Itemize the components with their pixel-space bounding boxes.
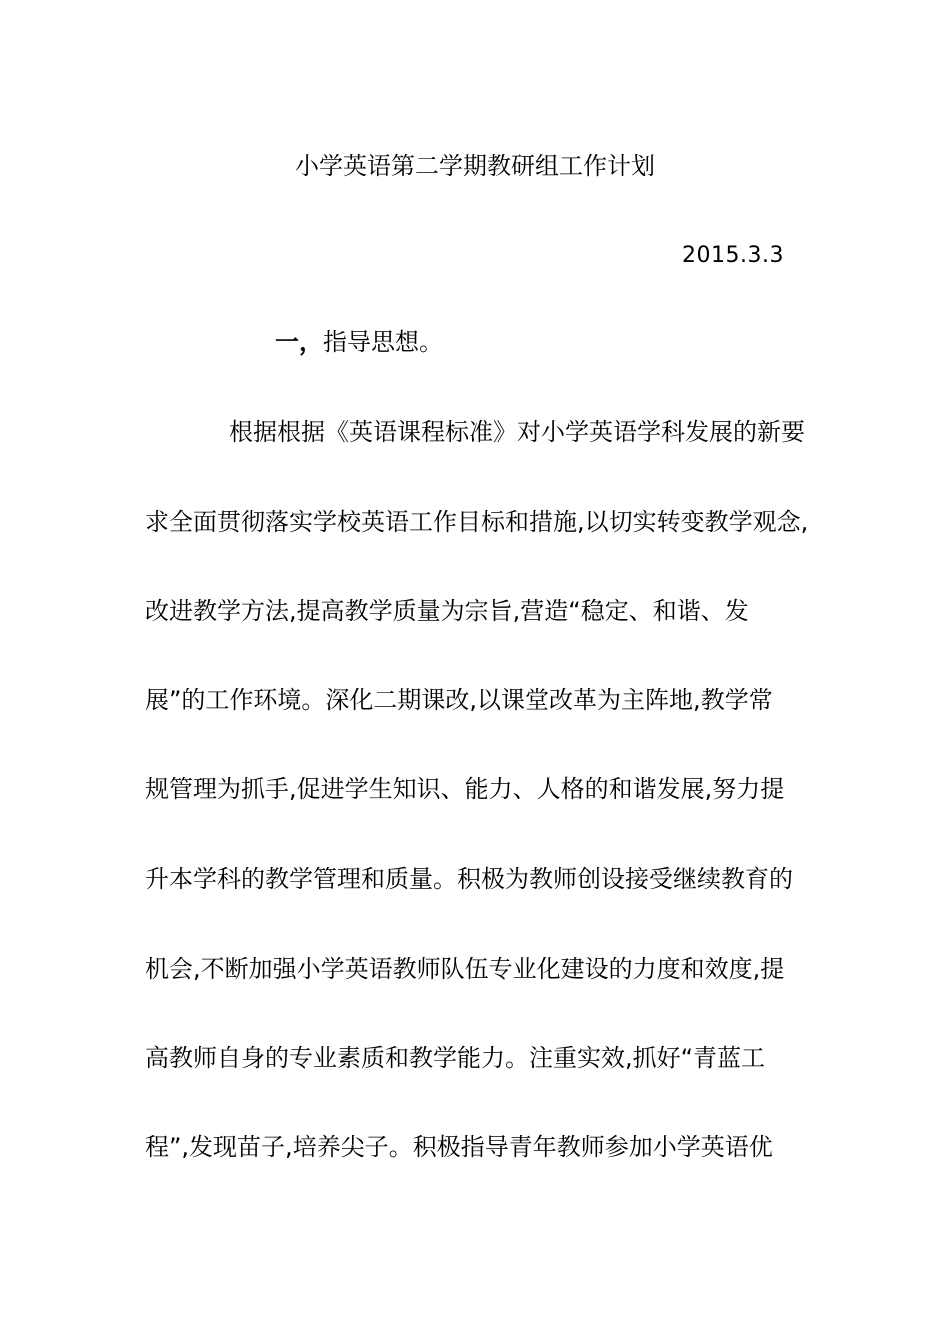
paragraph-line: 升本学科的教学管理和质量。积极为教师创设接受继续教育的 [145, 865, 793, 893]
paragraph-line: 求全面贯彻落实学校英语工作目标和措施,以切实转变教学观念, [145, 508, 809, 536]
section-heading [275, 326, 443, 358]
paragraph-line: 高教师自身的专业素质和教学能力。注重实效,抓好“青蓝工 [145, 1044, 766, 1072]
paragraph-line: 机会,不断加强小学英语教师队伍专业化建设的力度和效度,提 [145, 955, 785, 983]
document-date: 2015.3.3 [682, 243, 784, 268]
paragraph-line: 根据根据《英语课程标准》对小学英语学科发展的新要 [229, 418, 805, 446]
paragraph-line: 改进教学方法,提高教学质量为宗旨,营造“稳定、和谐、发 [145, 597, 749, 625]
paragraph-line: 规管理为抓手,促进学生知识、能力、人格的和谐发展,努力提 [145, 775, 785, 803]
paragraph-line: 程”,发现苗子,培养尖子。积极指导青年教师参加小学英语优 [145, 1133, 773, 1161]
section-number: 一， [275, 328, 323, 356]
paragraph-line: 展”的工作环境。深化二期课改,以课堂改革为主阵地,教学常 [145, 686, 773, 714]
document-title: 小学英语第二学期教研组工作计划 [295, 152, 655, 180]
section-heading-text: 指导思想。 [323, 328, 443, 356]
